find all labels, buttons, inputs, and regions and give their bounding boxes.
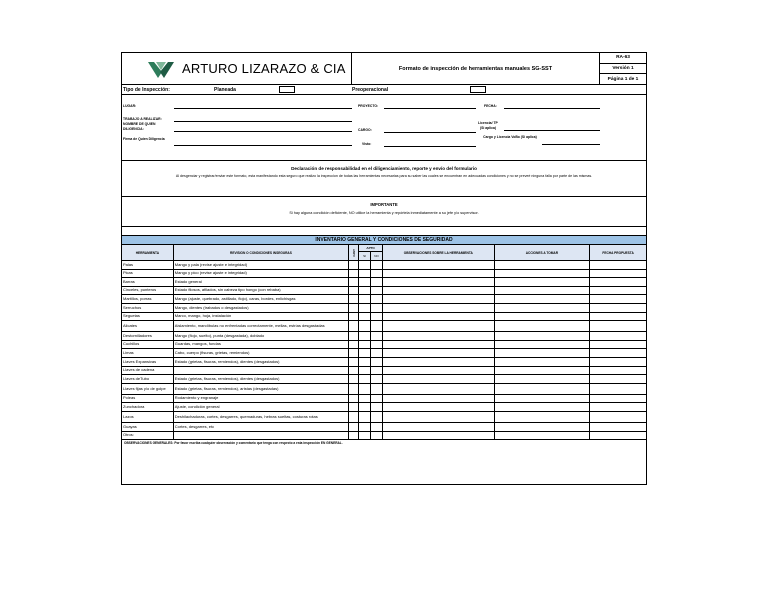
fecha-label: FECHA: bbox=[484, 104, 497, 108]
cargo-field[interactable] bbox=[384, 132, 476, 133]
lugar-label: LUGAR: bbox=[123, 104, 137, 108]
fecha-cell[interactable] bbox=[590, 403, 646, 411]
fecha-cell[interactable] bbox=[590, 423, 646, 431]
declaration-section bbox=[122, 166, 646, 197]
fecha-cell[interactable] bbox=[590, 358, 646, 366]
apto-no-cell[interactable] bbox=[371, 332, 383, 340]
acciones-cell[interactable] bbox=[495, 278, 591, 286]
tool-name: Llaves de cadena bbox=[122, 367, 174, 375]
table-row bbox=[122, 332, 646, 341]
observaciones-cell[interactable] bbox=[383, 332, 495, 340]
company-name: ARTURO LIZARAZO & CIA bbox=[182, 61, 346, 76]
fecha-cell[interactable] bbox=[590, 375, 646, 383]
acciones-cell[interactable] bbox=[495, 375, 591, 383]
cant-cell[interactable] bbox=[349, 423, 359, 431]
fecha-cell[interactable] bbox=[590, 295, 646, 303]
document-control bbox=[600, 53, 646, 84]
tool-check: Cabo, cuerpo (fisuras, grietas, remiendos) bbox=[174, 349, 349, 357]
table-row bbox=[122, 304, 646, 313]
observaciones-cell[interactable] bbox=[383, 412, 495, 422]
tool-check: Mango y pala (revise ajuste e integridad) bbox=[174, 261, 349, 269]
col-no: NO bbox=[374, 254, 379, 258]
tool-name: Guayas bbox=[122, 423, 174, 431]
cant-cell[interactable] bbox=[349, 432, 359, 440]
acciones-cell[interactable] bbox=[495, 412, 591, 422]
table-row bbox=[122, 395, 646, 404]
table-row bbox=[122, 287, 646, 296]
col-cant-label: CANT bbox=[351, 248, 356, 257]
tool-check: Rodamiento y engranaje bbox=[174, 395, 349, 403]
document-version: Versión 1 bbox=[600, 64, 646, 75]
apto-no-cell[interactable] bbox=[371, 367, 383, 375]
cant-cell[interactable] bbox=[349, 287, 359, 295]
tool-name: Barras bbox=[122, 278, 174, 286]
cant-cell[interactable] bbox=[349, 261, 359, 269]
tool-name: Llaves fijas y/o de golpe bbox=[122, 384, 174, 394]
tool-check: Mango (flojo, suelto), punta (desgastada), doblado bbox=[174, 332, 349, 340]
apto-si-cell[interactable] bbox=[359, 384, 371, 394]
acciones-cell[interactable] bbox=[495, 313, 591, 321]
info-section bbox=[122, 95, 646, 161]
observaciones-cell[interactable] bbox=[383, 432, 495, 440]
licencia-field[interactable] bbox=[504, 130, 600, 131]
cargo-licencia-field[interactable] bbox=[542, 144, 600, 145]
tool-check: Deshilachaduras, cortes, desgarres, quemaduras, hebras sueltas, costuras rotas bbox=[174, 412, 349, 422]
observaciones-cell[interactable] bbox=[383, 375, 495, 383]
form-title: Formato de inspección de herramientas manuales SG-SST bbox=[352, 53, 600, 84]
inventory-title: INVENTARIO GENERAL Y CONDICIONES DE SEGURIDAD bbox=[122, 236, 646, 245]
general-observations[interactable]: OBSERVACIONES GENERALES: Por favor escriba cualquier observación y comentario que tenga con respecto a esta inspección EN GENERAL. bbox=[124, 441, 343, 446]
table-row bbox=[122, 321, 646, 332]
apto-si-cell[interactable] bbox=[359, 321, 371, 331]
cant-cell[interactable] bbox=[349, 395, 359, 403]
tool-check: Estado filosos, afilados, sin cabeza tipo hongo (con rebaba) bbox=[174, 287, 349, 295]
observaciones-cell[interactable] bbox=[383, 341, 495, 349]
tool-name: Alicates bbox=[122, 321, 174, 331]
inspection-type-label: Tipo de Inspección: bbox=[123, 86, 170, 93]
table-row bbox=[122, 341, 646, 350]
table-row bbox=[122, 432, 646, 441]
acciones-cell[interactable] bbox=[495, 295, 591, 303]
tool-check: Estado general bbox=[174, 278, 349, 286]
apto-no-cell[interactable] bbox=[371, 375, 383, 383]
cant-cell[interactable] bbox=[349, 304, 359, 312]
tool-name: Limas bbox=[122, 349, 174, 357]
apto-no-cell[interactable] bbox=[371, 412, 383, 422]
acciones-cell[interactable] bbox=[495, 270, 591, 278]
apto-no-cell[interactable] bbox=[371, 341, 383, 349]
cant-cell[interactable] bbox=[349, 367, 359, 375]
observaciones-cell[interactable] bbox=[383, 278, 495, 286]
fecha-field[interactable] bbox=[504, 108, 600, 109]
col-si: SI bbox=[359, 252, 371, 260]
licencia-label: Licencia/ TP bbox=[478, 121, 498, 125]
apto-no-cell[interactable] bbox=[371, 278, 383, 286]
acciones-cell[interactable] bbox=[495, 423, 591, 431]
table-row bbox=[122, 403, 646, 412]
tool-name: Otros: bbox=[122, 432, 174, 440]
apto-no-cell[interactable] bbox=[371, 384, 383, 394]
tool-name: Zunchadora bbox=[122, 403, 174, 411]
acciones-cell[interactable] bbox=[495, 304, 591, 312]
inventory-rows bbox=[122, 261, 646, 440]
tool-name: Serruchos bbox=[122, 304, 174, 312]
form-header bbox=[122, 53, 646, 85]
apto-si-cell[interactable] bbox=[359, 395, 371, 403]
tool-name: Martillos, porras bbox=[122, 295, 174, 303]
tool-check: Aislamiento, mandíbulas no enfrentadas correctamente, mellas, estrías desgastadas bbox=[174, 321, 349, 331]
apto-no-cell[interactable] bbox=[371, 321, 383, 331]
visto-field[interactable] bbox=[384, 146, 476, 147]
observaciones-cell[interactable] bbox=[383, 321, 495, 331]
fecha-cell[interactable] bbox=[590, 304, 646, 312]
tool-check: Mango y pico (revise ajuste e integridad) bbox=[174, 270, 349, 278]
tool-name: Llaves Expansivas bbox=[122, 358, 174, 366]
planned-checkbox[interactable] bbox=[279, 86, 295, 93]
tool-check: Cortes, desgarres, etc bbox=[174, 423, 349, 431]
tool-name: Destornilladores bbox=[122, 332, 174, 340]
table-row bbox=[122, 270, 646, 279]
tool-check: Marco, mango, hoja, instalación bbox=[174, 313, 349, 321]
apto-si-cell[interactable] bbox=[359, 295, 371, 303]
fecha-cell[interactable] bbox=[590, 395, 646, 403]
proyecto-field[interactable] bbox=[384, 108, 476, 109]
cant-cell[interactable] bbox=[349, 358, 359, 366]
visto-label: Visto: bbox=[362, 142, 372, 146]
licencia-note: (Si aplica) bbox=[480, 126, 497, 130]
inspection-type-row bbox=[122, 85, 646, 95]
acciones-cell[interactable] bbox=[495, 358, 591, 366]
apto-si-cell[interactable] bbox=[359, 304, 371, 312]
apto-no-cell[interactable] bbox=[371, 313, 383, 321]
apto-no-cell[interactable] bbox=[371, 423, 383, 431]
fecha-cell[interactable] bbox=[590, 412, 646, 422]
tool-check bbox=[174, 367, 349, 375]
observaciones-cell[interactable] bbox=[383, 384, 495, 394]
table-row bbox=[122, 412, 646, 423]
apto-si-cell[interactable] bbox=[359, 313, 371, 321]
firma-label: Firma de Quien Diligencia bbox=[123, 137, 165, 141]
firma-field[interactable] bbox=[174, 145, 352, 146]
cant-cell[interactable] bbox=[349, 321, 359, 331]
table-row bbox=[122, 375, 646, 384]
nombre-field[interactable] bbox=[174, 131, 352, 132]
apto-si-cell[interactable] bbox=[359, 287, 371, 295]
acciones-cell[interactable] bbox=[495, 261, 591, 269]
apto-si-cell[interactable] bbox=[359, 423, 371, 431]
cant-cell[interactable] bbox=[349, 313, 359, 321]
fecha-cell[interactable] bbox=[590, 332, 646, 340]
tool-name: Llaves deTubo bbox=[122, 375, 174, 383]
cant-cell[interactable] bbox=[349, 412, 359, 422]
tool-check bbox=[174, 432, 349, 440]
fecha-cell[interactable] bbox=[590, 261, 646, 269]
table-row bbox=[122, 261, 646, 270]
apto-si-cell[interactable] bbox=[359, 349, 371, 357]
acciones-cell[interactable] bbox=[495, 332, 591, 340]
cant-cell[interactable] bbox=[349, 341, 359, 349]
col-acciones: ACCIONES A TOMAR bbox=[495, 245, 591, 260]
tool-name: Palas bbox=[122, 261, 174, 269]
company-logo-icon bbox=[146, 58, 176, 80]
observaciones-cell[interactable] bbox=[383, 395, 495, 403]
acciones-cell[interactable] bbox=[495, 403, 591, 411]
document-code: RA-63 bbox=[600, 53, 646, 64]
apto-si-cell[interactable] bbox=[359, 270, 371, 278]
fecha-cell[interactable] bbox=[590, 349, 646, 357]
observaciones-cell[interactable] bbox=[383, 313, 495, 321]
apto-no-cell[interactable] bbox=[371, 261, 383, 269]
trabajo-field[interactable] bbox=[174, 121, 352, 122]
observaciones-cell[interactable] bbox=[383, 403, 495, 411]
fecha-cell[interactable] bbox=[590, 367, 646, 375]
lugar-field[interactable] bbox=[174, 108, 352, 109]
tool-check: Estado (grietas, fisuras, remiendos), dientes (desgastados) bbox=[174, 375, 349, 383]
apto-no-cell[interactable] bbox=[371, 349, 383, 357]
table-row bbox=[122, 423, 646, 432]
tool-check: Guardas, mangos, fundas bbox=[174, 341, 349, 349]
table-row bbox=[122, 295, 646, 304]
apto-si-cell[interactable] bbox=[359, 403, 371, 411]
fecha-cell[interactable] bbox=[590, 270, 646, 278]
acciones-cell[interactable] bbox=[495, 432, 591, 440]
fecha-cell[interactable] bbox=[590, 278, 646, 286]
apto-no-cell[interactable] bbox=[371, 287, 383, 295]
fecha-cell[interactable] bbox=[590, 384, 646, 394]
acciones-cell[interactable] bbox=[495, 395, 591, 403]
tool-check: Mango, dientes (trabados o desgastados) bbox=[174, 304, 349, 312]
observaciones-cell[interactable] bbox=[383, 270, 495, 278]
cant-cell[interactable] bbox=[349, 384, 359, 394]
apto-si-cell[interactable] bbox=[359, 412, 371, 422]
apto-no-cell[interactable] bbox=[371, 270, 383, 278]
trabajo-label: TRABAJO A REALIZAR: bbox=[123, 117, 162, 121]
tool-name: Seguetas bbox=[122, 313, 174, 321]
company-logo bbox=[122, 53, 352, 84]
cant-cell[interactable] bbox=[349, 349, 359, 357]
preoperational-checkbox[interactable] bbox=[470, 86, 486, 93]
acciones-cell[interactable] bbox=[495, 349, 591, 357]
table-row bbox=[122, 313, 646, 322]
observaciones-cell[interactable] bbox=[383, 367, 495, 375]
table-row bbox=[122, 358, 646, 367]
apto-no-cell[interactable] bbox=[371, 403, 383, 411]
fecha-cell[interactable] bbox=[590, 287, 646, 295]
apto-si-cell[interactable] bbox=[359, 341, 371, 349]
table-row bbox=[122, 278, 646, 287]
apto-si-cell[interactable] bbox=[359, 278, 371, 286]
tool-name: Cuchillos bbox=[122, 341, 174, 349]
col-observaciones: OBSERVACIONES SOBRE LA HERRAMIENTA bbox=[383, 245, 495, 260]
cant-cell[interactable] bbox=[349, 375, 359, 383]
fecha-cell[interactable] bbox=[590, 341, 646, 349]
apto-no-cell[interactable] bbox=[371, 295, 383, 303]
inspection-form bbox=[121, 52, 647, 485]
tool-check: Ajuste, condición general bbox=[174, 403, 349, 411]
apto-no-cell[interactable] bbox=[371, 304, 383, 312]
planned-label: Planeada bbox=[214, 86, 236, 93]
tool-name: Cinceles, punteros bbox=[122, 287, 174, 295]
apto-si-cell[interactable] bbox=[359, 332, 371, 340]
important-title: IMPORTANTE bbox=[370, 202, 398, 207]
tool-check: Mango (ajuste, quebrado, astillado, flojo), caras, bordes, enlichisgas bbox=[174, 295, 349, 303]
acciones-cell[interactable] bbox=[495, 341, 591, 349]
apto-no-cell[interactable] bbox=[371, 395, 383, 403]
tool-name: Lazos bbox=[122, 412, 174, 422]
acciones-cell[interactable] bbox=[495, 384, 591, 394]
observaciones-cell[interactable] bbox=[383, 304, 495, 312]
col-apto-label: APTO bbox=[359, 245, 382, 252]
tool-name: Picas bbox=[122, 270, 174, 278]
table-row bbox=[122, 384, 646, 395]
cant-cell[interactable] bbox=[349, 270, 359, 278]
preoperational-label: Preoperacional bbox=[352, 86, 389, 93]
acciones-cell[interactable] bbox=[495, 287, 591, 295]
fecha-cell[interactable] bbox=[590, 321, 646, 331]
col-herramienta: HERRAMIENTA bbox=[122, 245, 174, 260]
acciones-cell[interactable] bbox=[495, 321, 591, 331]
proyecto-label: PROYECTO: bbox=[358, 104, 379, 108]
col-fecha: FECHA PROPUESTA bbox=[602, 250, 634, 255]
nombre-label: NOMBRE DE QUIEN DILIGENCIA: bbox=[123, 122, 156, 131]
table-row bbox=[122, 349, 646, 358]
cant-cell[interactable] bbox=[349, 278, 359, 286]
inventory-column-headers bbox=[122, 245, 646, 261]
apto-si-cell[interactable] bbox=[359, 261, 371, 269]
fecha-cell[interactable] bbox=[590, 313, 646, 321]
observaciones-cell[interactable] bbox=[383, 295, 495, 303]
col-cant bbox=[349, 245, 359, 260]
apto-no-cell[interactable] bbox=[371, 432, 383, 440]
tool-name: Poleas bbox=[122, 395, 174, 403]
apto-si-cell[interactable] bbox=[359, 432, 371, 440]
important-section bbox=[122, 202, 646, 227]
cargo-label: CARGO: bbox=[358, 128, 372, 132]
spacer-row bbox=[122, 227, 646, 236]
important-body: Si hay alguna condición deficiente, NO utilice la herramienta y repórtela inmediatamente a su jefe y/o supervisor. bbox=[289, 211, 479, 215]
tool-check: Estado (grietas, fisuras, remiendos), dientes (desgastados) bbox=[174, 358, 349, 366]
observaciones-cell[interactable] bbox=[383, 423, 495, 431]
apto-si-cell[interactable] bbox=[359, 358, 371, 366]
apto-si-cell[interactable] bbox=[359, 375, 371, 383]
observaciones-cell[interactable] bbox=[383, 358, 495, 366]
cant-cell[interactable] bbox=[349, 332, 359, 340]
document-page: Página 1 de 1 bbox=[607, 76, 639, 82]
cargo-licencia-label: Cargo y Licencia VoBo (Si aplica) bbox=[483, 135, 537, 139]
fecha-cell[interactable] bbox=[590, 432, 646, 440]
declaration-body: Al desgenciar y registrar/enviar este formato, esta manifestando esta seguro que realizo la inspeccion de todas las herramientas necesarias para su saber las cuales se encuentran en adecuadas condiciones y no se preveé ninguna falla por parte de las mismas. bbox=[175, 174, 593, 178]
observaciones-cell[interactable] bbox=[383, 349, 495, 357]
observaciones-cell[interactable] bbox=[383, 261, 495, 269]
tool-check: Estado (grietas, fisuras, remiendos), aristas (desgastadas) bbox=[174, 384, 349, 394]
declaration-title: Declaración de responsabilidad en el diligenciamiento, reporte y envío del formulario bbox=[291, 166, 477, 171]
apto-si-cell[interactable] bbox=[359, 367, 371, 375]
observaciones-cell[interactable] bbox=[383, 287, 495, 295]
col-revision: REVISION O CONDICIONES INSEGURAS bbox=[174, 245, 349, 260]
cant-cell[interactable] bbox=[349, 403, 359, 411]
acciones-cell[interactable] bbox=[495, 367, 591, 375]
table-row bbox=[122, 367, 646, 376]
cant-cell[interactable] bbox=[349, 295, 359, 303]
apto-no-cell[interactable] bbox=[371, 358, 383, 366]
col-apto bbox=[359, 245, 383, 260]
